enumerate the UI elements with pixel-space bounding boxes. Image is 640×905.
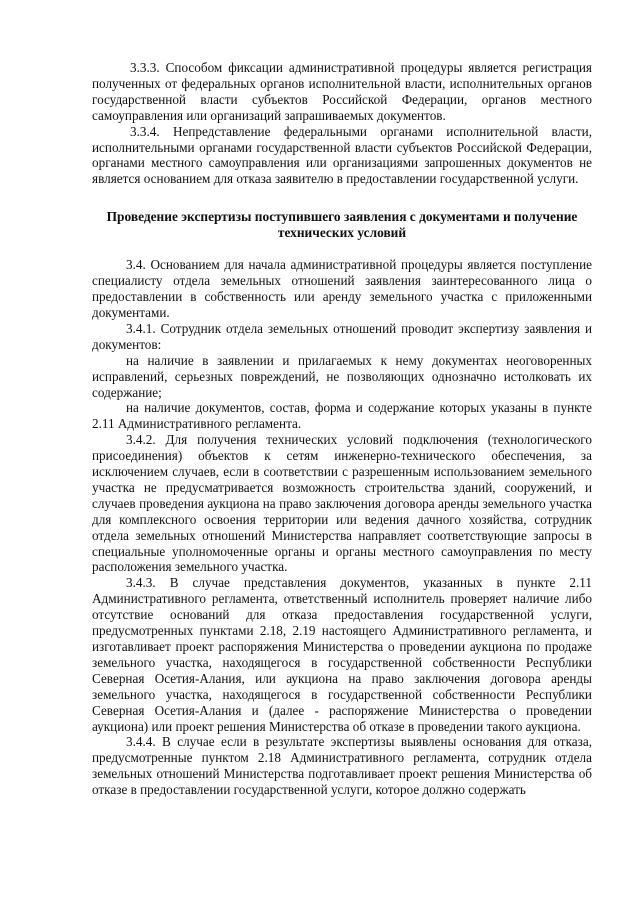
spacer <box>92 187 592 209</box>
paragraph-3-3-4: 3.3.4. Непредставление федеральными органами исполнительной власти, исполнительными органами государственной власти субъектов Российской Федерации, органами местного самоуправления или организациями запрошенных документов не является основанием для отказа заявителю в предоставлении государственной услуги. <box>92 123 592 187</box>
paragraph-3-4-2: 3.4.2. Для получения технических условий подключения (технологического присоединения) объектов к сетям инженерно-технического обеспечения, за исключением случаев, если в соответствии с разрешенным использованием земельного участка не предусматривается возможность строительства зданий, сооружений, и случаев проведения аукциона на право заключения договора аренды земельного участка для комплексного освоения территории или ведения дачного хозяйства, сотрудник отдела земельных отношений Министерства направляет соответствующие запросы в специальные уполномоченные органы и органы местного самоуправления по месту расположения земельного участка. <box>92 432 592 575</box>
paragraph-3-4-1-item-a: на наличие в заявлении и прилагаемых к нему документах неоговоренных исправлений, серьезных повреждений, не позволяющих однозначно истолковать их содержание; <box>92 352 592 400</box>
section-heading: Проведение экспертизы поступившего заявления с документами и получение технических условий <box>106 209 578 241</box>
spacer <box>92 241 592 257</box>
paragraph-3-3-3: 3.3.3. Способом фиксации административной процедуры является регистрация полученных от федеральных органов исполнительной власти, исполнительных органов государственной власти субъектов Российской Федерации, органов местного самоуправления или организаций запрашиваемых документов. <box>92 60 592 123</box>
paragraph-3-4-1: 3.4.1. Сотрудник отдела земельных отношений проводит экспертизу заявления и документов: <box>92 320 592 352</box>
paragraph-3-4-4: 3.4.4. В случае если в результате экспертизы выявлены основания для отказа, предусмотренные пунктом 2.18 Административного регламента, сотрудник отдела земельных отношений Министерства подготавливает проект решения Министерства об отказе в предоставлении государственной услуги, которое должно содержать <box>92 734 592 798</box>
paragraph-3-4-1-item-b: на наличие документов, состав, форма и содержание которых указаны в пункте 2.11 Административного регламента. <box>92 400 592 432</box>
paragraph-3-4-3: 3.4.3. В случае представления документов, указанных в пункте 2.11 Административного регламента, ответственный исполнитель проверяет наличие либо отсутствие оснований для отказа предоставления государственной услуги, предусмотренных пунктами 2.18, 2.19 настоящего Административного регламента, и изготавливает проект распоряжения Министерства о проведении аукциона по продаже земельного участка, находящегося в государственной собственности Республики Северная Осетия-Алания, или аукциона на право заключения договора аренды земельного участка, находящегося в государственной собственности Республики Северная Осетия-Алания и (далее - распоряжение Министерства о проведении аукциона) или проект решения Министерства об отказе в проведении такого аукциона. <box>92 575 592 734</box>
paragraph-3-4: 3.4. Основанием для начала административной процедуры является поступление специалисту отдела земельных отношений заявления заинтересованного лица о предоставлении в собственность или аренду земельного участка с приложенными документами. <box>92 257 592 320</box>
